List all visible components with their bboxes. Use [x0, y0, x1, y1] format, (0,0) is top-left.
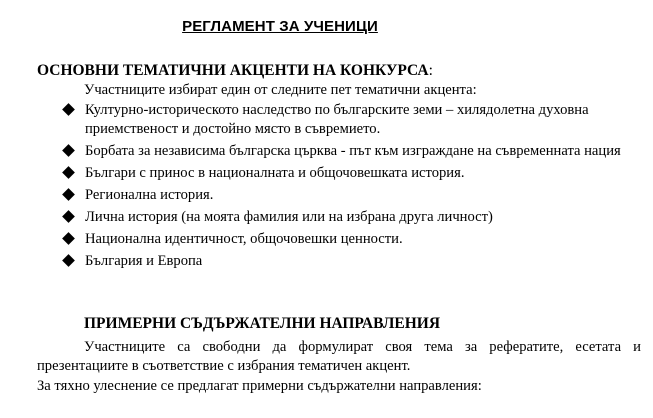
list-item [0, 186, 653, 205]
list-item-text: Лична история (на моята фамилия или на избрана друга личност) [85, 209, 493, 225]
diamond-bullet-icon [62, 254, 75, 267]
document-title: РЕГЛАМЕНТ ЗА УЧЕНИЦИ [182, 18, 378, 35]
diamond-bullet-icon [62, 232, 75, 245]
diamond-bullet-icon [62, 144, 75, 157]
list-item [0, 252, 653, 271]
list-item-text: Национална идентичност, общочовешки ценности. [85, 231, 403, 247]
list-item [0, 142, 653, 161]
section1-heading-colon: : [428, 62, 433, 79]
list-item [0, 208, 653, 227]
diamond-bullet-icon [62, 188, 75, 201]
list-item-text: Българи с принос в националната и общочовешката история. [85, 165, 465, 181]
section2-heading: ПРИМЕРНИ СЪДЪРЖАТЕЛНИ НАПРАВЛЕНИЯ [84, 315, 441, 332]
list-item [0, 230, 653, 249]
section1-intro: Участниците избират един от следните пет тематични акцента: [84, 82, 477, 98]
diamond-bullet-icon [62, 166, 75, 179]
section2-note: За тяхно улеснение се предлагат примерни съдържателни направления: [37, 378, 482, 394]
list-item-text: Културно-историческото наследство по българските земи – хилядолетна духовна приемственост и достойно място в съвремието. [85, 102, 589, 137]
section2-paragraph: Участниците са свободни да формулират своя тема за рефератите, есетата и презентациите в съответствие с избрания тематичен акцент. [37, 339, 641, 374]
list-item-text: Регионална история. [85, 187, 214, 203]
list-item [0, 101, 653, 139]
list-item-text: България и Европа [85, 253, 203, 269]
diamond-bullet-icon [62, 210, 75, 223]
list-item-text: Борбата за независима българска църква - път към изграждане на съвременната нация [85, 143, 621, 159]
section1-heading-text: ОСНОВНИ ТЕМАТИЧНИ АКЦЕНТИ НА КОНКУРСА [37, 62, 429, 79]
theme-list [0, 101, 653, 274]
list-item [0, 164, 653, 183]
section1-heading [37, 62, 433, 80]
diamond-bullet-icon [62, 103, 75, 116]
